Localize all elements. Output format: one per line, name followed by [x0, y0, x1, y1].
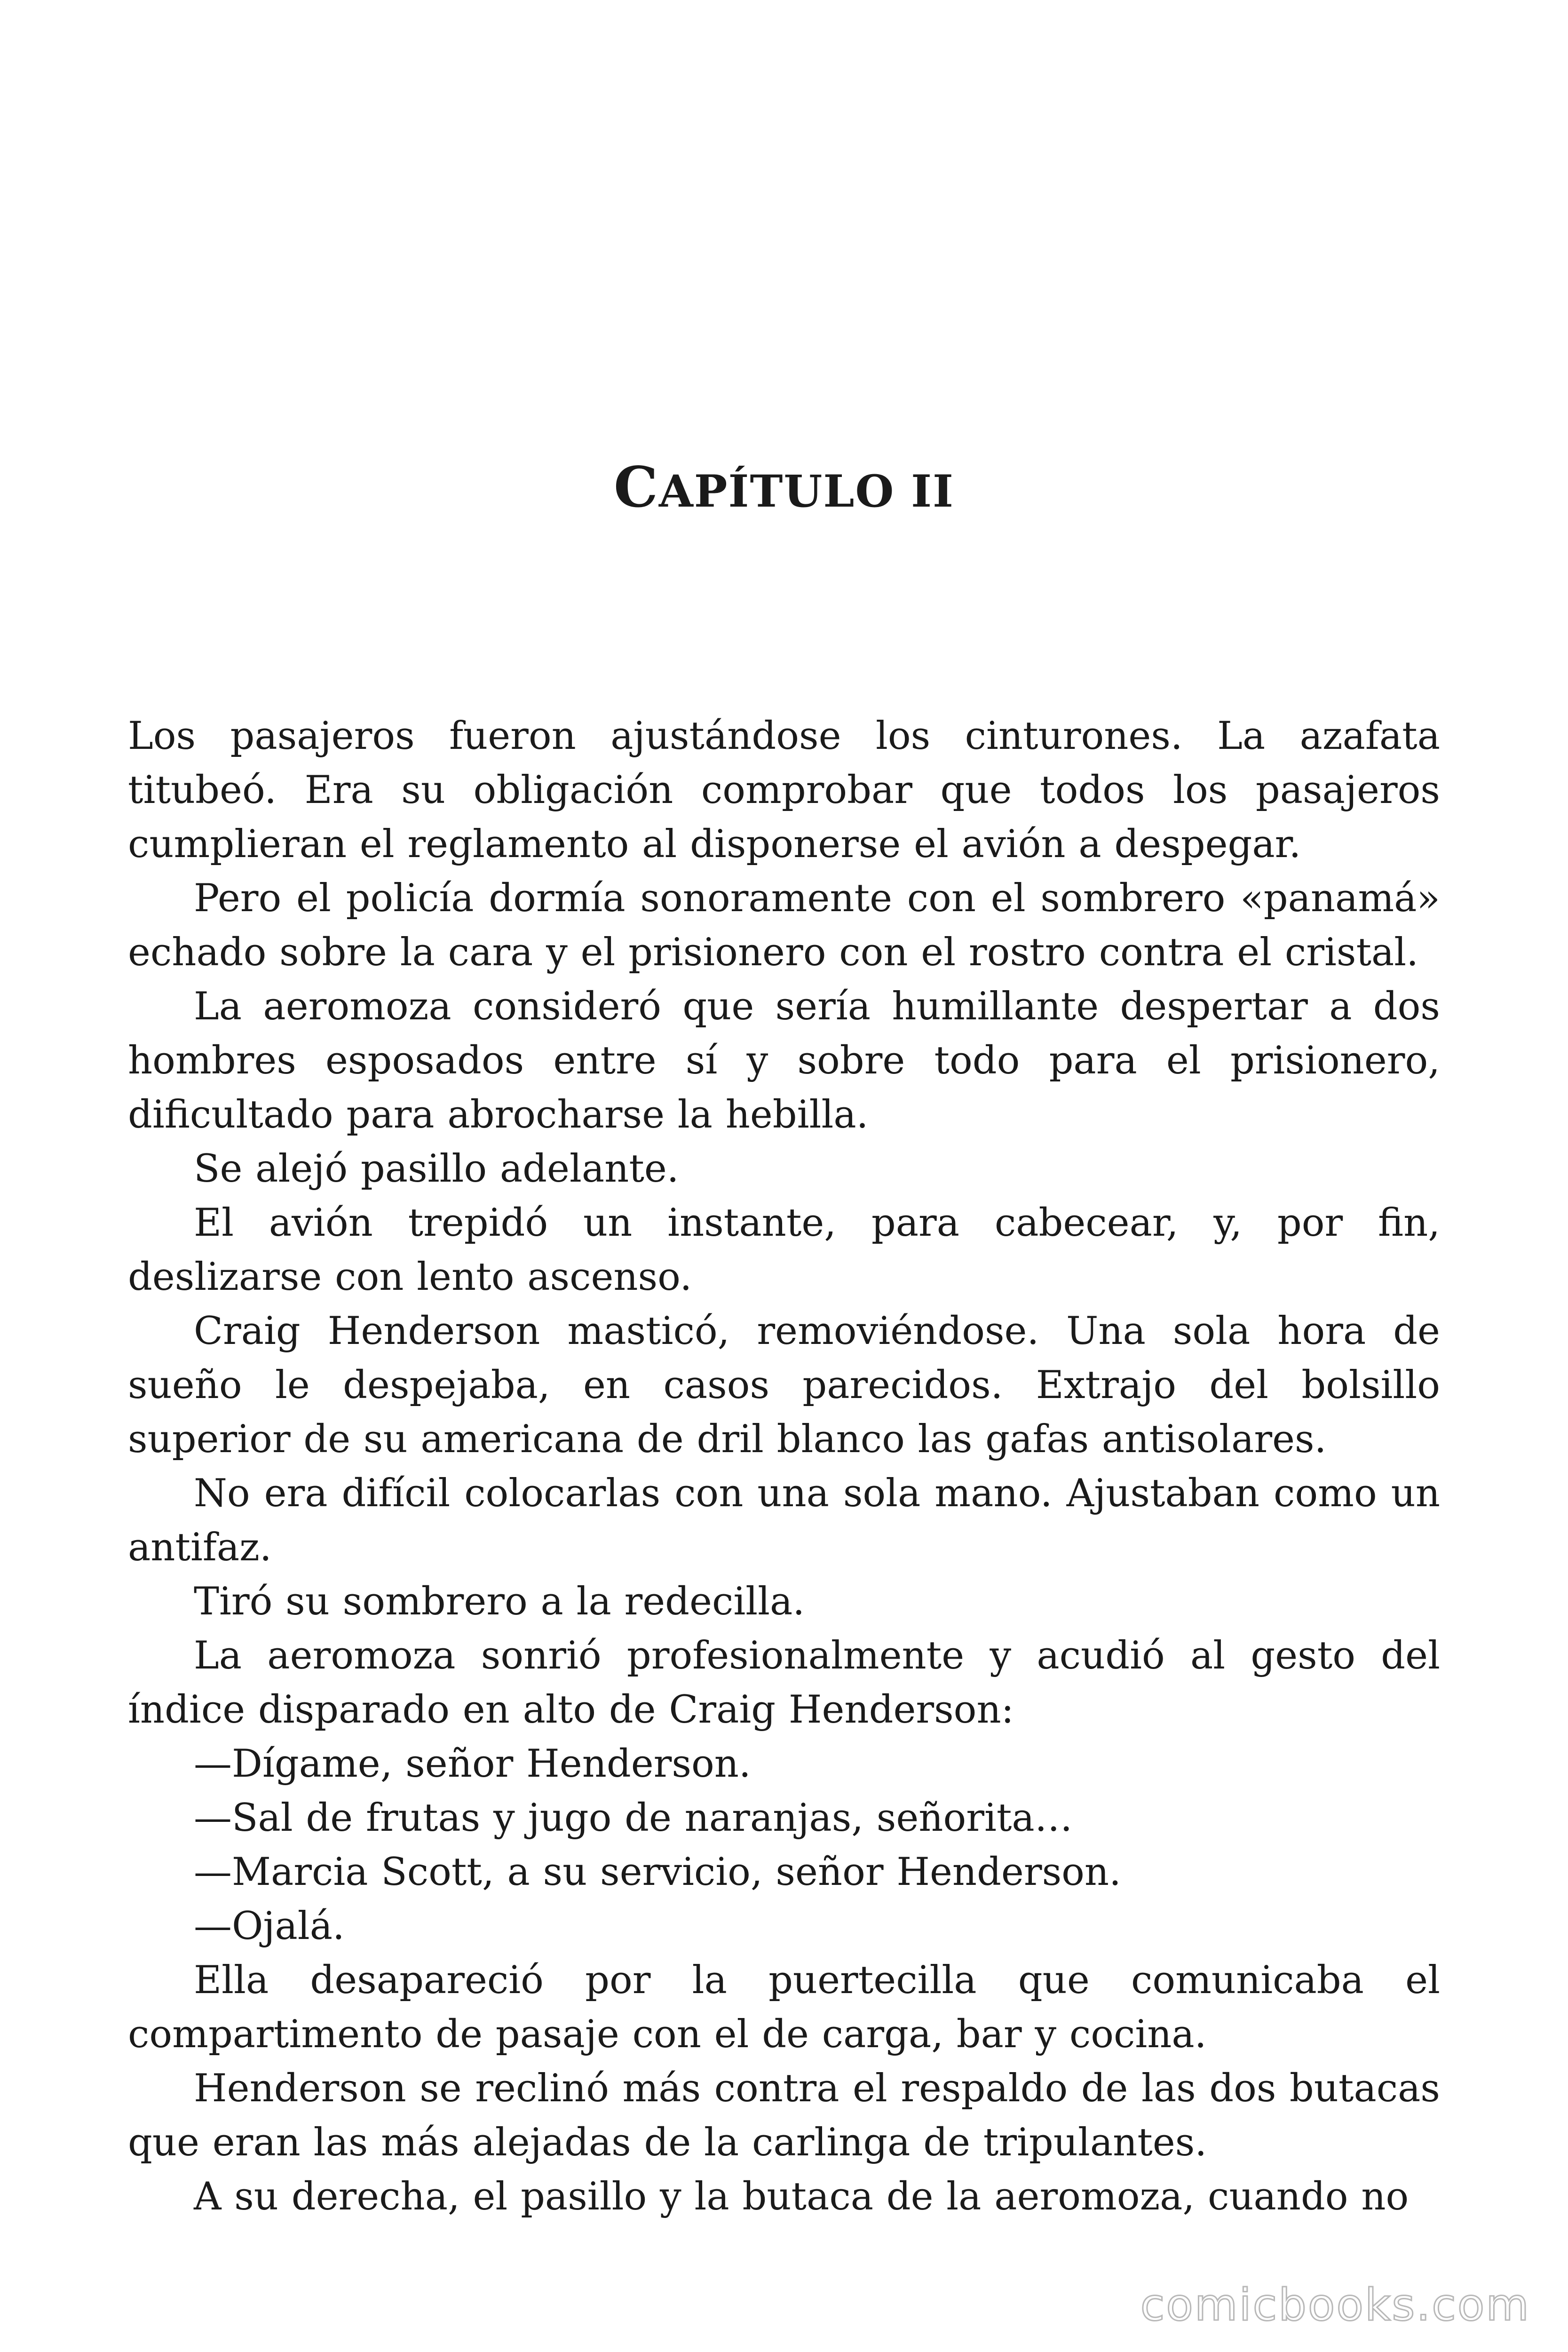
dialogue-line: —Marcia Scott, a su servicio, señor Henderson.	[194, 1850, 1121, 1894]
paragraph: Ella desapareció por la puertecilla que comunicaba el compartimento de pasaje con el de carga, bar y cocina.	[128, 1958, 1440, 2057]
paragraph: A su derecha, el pasillo y la butaca de la aeromoza, cuando no	[194, 2175, 1409, 2219]
chapter-title	[0, 454, 1568, 521]
paragraph: Craig Henderson masticó, removiéndose. Una sola hora de sueño le despejaba, en casos parecidos. Extrajo del bolsillo superior de su americana de dril blanco las gafas antisolares.	[128, 1309, 1440, 1462]
paragraph: Los pasajeros fueron ajustándose los cinturones. La azafata titubeó. Era su obligación comprobar que todos los pasajeros cumplieran el reglamento al disponerse el avión a despegar.	[128, 714, 1440, 866]
dialogue-line: —Sal de frutas y jugo de naranjas, señorita…	[194, 1796, 1073, 1840]
paragraph: La aeromoza sonrió profesionalmente y acudió al gesto del índice disparado en alto de Craig Henderson:	[128, 1634, 1440, 1732]
paragraph: Se alejó pasillo adelante.	[194, 1147, 679, 1191]
paragraph: La aeromoza consideró que sería humillante despertar a dos hombres esposados entre sí y sobre todo para el prisionero, dificultado para abrocharse la hebilla.	[128, 985, 1440, 1137]
paragraph: Henderson se reclinó más contra el respaldo de las dos butacas que eran las más alejadas de la carlinga de tripulantes.	[128, 2066, 1440, 2165]
chapter-title-rest: APÍTULO II	[658, 466, 955, 517]
dialogue-line: —Ojalá.	[194, 1904, 345, 1948]
chapter-title-initial: C	[613, 454, 659, 520]
paragraph: Pero el policía dormía sonoramente con el sombrero «panamá» echado sobre la cara y el prisionero con el rostro contra el cristal.	[128, 876, 1440, 975]
paragraph: No era difícil colocarlas con una sola mano. Ajustaban como un antifaz.	[128, 1471, 1440, 1570]
watermark: comicbooks.com	[1140, 2280, 1530, 2331]
paragraph: El avión trepidó un instante, para cabecear, y, por fin, deslizarse con lento ascenso.	[128, 1201, 1440, 1299]
dialogue-line: —Dígame, señor Henderson.	[194, 1742, 751, 1786]
chapter-body	[128, 709, 1440, 2224]
paragraph: Tiró su sombrero a la redecilla.	[194, 1580, 805, 1624]
